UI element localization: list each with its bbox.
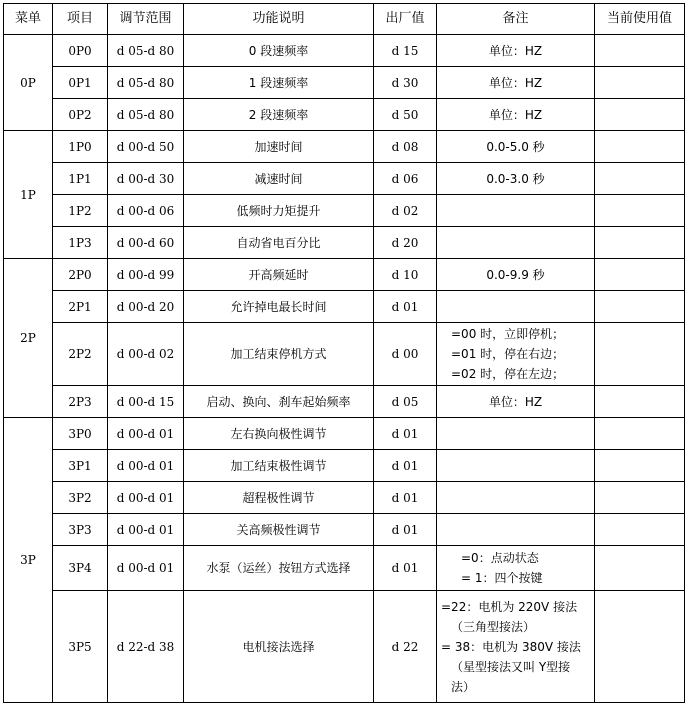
range-cell: d 00-d 01: [108, 514, 184, 546]
current-value-cell[interactable]: [595, 323, 685, 386]
item-cell: 1P0: [53, 131, 108, 163]
table-row: [4, 323, 685, 386]
default-cell: d 22: [374, 591, 437, 703]
header-default: 出厂值: [374, 4, 437, 35]
table-row: [4, 482, 685, 514]
table-row: [4, 67, 685, 99]
current-value-cell[interactable]: [595, 591, 685, 703]
current-value-cell[interactable]: [595, 67, 685, 99]
header-range: 调节范围: [108, 4, 184, 35]
range-cell: d 00-d 01: [108, 546, 184, 591]
item-cell: 2P0: [53, 259, 108, 291]
range-cell: d 00-d 01: [108, 482, 184, 514]
description-cell: 自动省电百分比: [184, 227, 374, 259]
current-value-cell[interactable]: [595, 259, 685, 291]
item-cell: 3P1: [53, 450, 108, 482]
table-row: [4, 131, 685, 163]
note-cell: [437, 482, 595, 514]
range-cell: d 05-d 80: [108, 35, 184, 67]
default-cell: d 50: [374, 99, 437, 131]
menu-cell: 3P: [4, 418, 53, 703]
note-cell: [437, 323, 595, 386]
range-cell: d 05-d 80: [108, 67, 184, 99]
note-cell: 单位：HZ: [437, 386, 595, 418]
item-cell: 2P3: [53, 386, 108, 418]
range-cell: d 00-d 20: [108, 291, 184, 323]
table-row: [4, 163, 685, 195]
note-cell: 0.0-3.0 秒: [437, 163, 595, 195]
default-cell: d 01: [374, 514, 437, 546]
description-cell: 左右换向极性调节: [184, 418, 374, 450]
default-cell: d 30: [374, 67, 437, 99]
default-cell: d 01: [374, 482, 437, 514]
range-cell: d 00-d 50: [108, 131, 184, 163]
note-cell: [437, 418, 595, 450]
range-cell: d 00-d 60: [108, 227, 184, 259]
note-cell: 0.0-5.0 秒: [437, 131, 595, 163]
range-cell: d 22-d 38: [108, 591, 184, 703]
current-value-cell[interactable]: [595, 514, 685, 546]
item-cell: 3P5: [53, 591, 108, 703]
default-cell: d 08: [374, 131, 437, 163]
current-value-cell[interactable]: [595, 450, 685, 482]
description-cell: 2 段速频率: [184, 99, 374, 131]
current-value-cell[interactable]: [595, 418, 685, 450]
table-row: [4, 418, 685, 450]
default-cell: d 05: [374, 386, 437, 418]
description-cell: 开高频延时: [184, 259, 374, 291]
current-value-cell[interactable]: [595, 35, 685, 67]
note-cell: [437, 227, 595, 259]
default-cell: d 02: [374, 195, 437, 227]
note-line: =02 时，停在左边；: [451, 367, 565, 381]
table-row: [4, 546, 685, 591]
description-cell: 允许掉电最长时间: [184, 291, 374, 323]
header-current-value: 当前使用值: [595, 4, 685, 35]
note-line: =22：电机为 220V 接法: [441, 599, 578, 614]
note-line: =00 时，立即停机；: [451, 327, 565, 341]
default-cell: d 01: [374, 546, 437, 591]
note-line: （三角型接法）: [451, 619, 536, 634]
description-cell: 关高频极性调节: [184, 514, 374, 546]
range-cell: d 00-d 30: [108, 163, 184, 195]
current-value-cell[interactable]: [595, 546, 685, 591]
note-line: = 1：四个按键: [461, 571, 543, 585]
table-row: [4, 591, 685, 703]
item-cell: 1P1: [53, 163, 108, 195]
note-cell: [437, 591, 595, 703]
item-cell: 0P2: [53, 99, 108, 131]
description-cell: 加工结束极性调节: [184, 450, 374, 482]
current-value-cell[interactable]: [595, 386, 685, 418]
description-cell: 超程极性调节: [184, 482, 374, 514]
note-cell: 单位：HZ: [437, 67, 595, 99]
default-cell: d 20: [374, 227, 437, 259]
table-row: [4, 291, 685, 323]
note-line: = 38：电机为 380V 接法: [441, 639, 581, 654]
range-cell: d 00-d 06: [108, 195, 184, 227]
item-cell: 3P0: [53, 418, 108, 450]
item-cell: 1P2: [53, 195, 108, 227]
item-cell: 2P1: [53, 291, 108, 323]
description-cell: 减速时间: [184, 163, 374, 195]
current-value-cell[interactable]: [595, 227, 685, 259]
description-cell: 低频时力矩提升: [184, 195, 374, 227]
note-line: =0：点动状态: [461, 551, 539, 565]
note-cell: 0.0-9.9 秒: [437, 259, 595, 291]
description-cell: 加工结束停机方式: [184, 323, 374, 386]
table-row: [4, 450, 685, 482]
table-row: [4, 35, 685, 67]
default-cell: d 01: [374, 291, 437, 323]
item-cell: 1P3: [53, 227, 108, 259]
current-value-cell[interactable]: [595, 131, 685, 163]
note-cell: [437, 546, 595, 591]
range-cell: d 00-d 01: [108, 418, 184, 450]
range-cell: d 00-d 02: [108, 323, 184, 386]
header-row: [4, 4, 685, 35]
default-cell: d 10: [374, 259, 437, 291]
description-cell: 加速时间: [184, 131, 374, 163]
table-row: [4, 259, 685, 291]
current-value-cell[interactable]: [595, 99, 685, 131]
menu-cell: 0P: [4, 35, 53, 131]
note-cell: [437, 514, 595, 546]
table-row: [4, 195, 685, 227]
current-value-cell[interactable]: [595, 163, 685, 195]
default-cell: d 06: [374, 163, 437, 195]
range-cell: d 05-d 80: [108, 99, 184, 131]
default-cell: d 15: [374, 35, 437, 67]
header-item: 项目: [53, 4, 108, 35]
header-description: 功能说明: [184, 4, 374, 35]
note-cell: [437, 450, 595, 482]
current-value-cell[interactable]: [595, 482, 685, 514]
menu-cell: 2P: [4, 259, 53, 418]
table-row: [4, 227, 685, 259]
current-value-cell[interactable]: [595, 195, 685, 227]
description-cell: 1 段速频率: [184, 67, 374, 99]
description-cell: 0 段速频率: [184, 35, 374, 67]
table-row: [4, 99, 685, 131]
table-row: [4, 386, 685, 418]
item-cell: 0P0: [53, 35, 108, 67]
current-value-cell[interactable]: [595, 291, 685, 323]
range-cell: d 00-d 01: [108, 450, 184, 482]
item-cell: 0P1: [53, 67, 108, 99]
note-line: 法）: [451, 679, 476, 694]
range-cell: d 00-d 99: [108, 259, 184, 291]
note-cell: [437, 195, 595, 227]
note-cell: [437, 291, 595, 323]
header-note: 备注: [437, 4, 595, 35]
item-cell: 3P4: [53, 546, 108, 591]
note-cell: 单位：HZ: [437, 35, 595, 67]
range-cell: d 00-d 15: [108, 386, 184, 418]
description-cell: 电机接法选择: [184, 591, 374, 703]
note-line: （星型接法又叫 Y型接: [451, 659, 571, 674]
description-cell: 启动、换向、刹车起始频率: [184, 386, 374, 418]
item-cell: 3P2: [53, 482, 108, 514]
menu-cell: 1P: [4, 131, 53, 259]
table-row: [4, 514, 685, 546]
default-cell: d 00: [374, 323, 437, 386]
item-cell: 3P3: [53, 514, 108, 546]
default-cell: d 01: [374, 450, 437, 482]
parameter-table: [3, 3, 685, 703]
note-line: =01 时，停在右边；: [451, 347, 565, 361]
item-cell: 2P2: [53, 323, 108, 386]
header-menu: 菜单: [4, 4, 53, 35]
default-cell: d 01: [374, 418, 437, 450]
description-cell: 水泵（运丝）按钮方式选择: [184, 546, 374, 591]
note-cell: 单位：HZ: [437, 99, 595, 131]
